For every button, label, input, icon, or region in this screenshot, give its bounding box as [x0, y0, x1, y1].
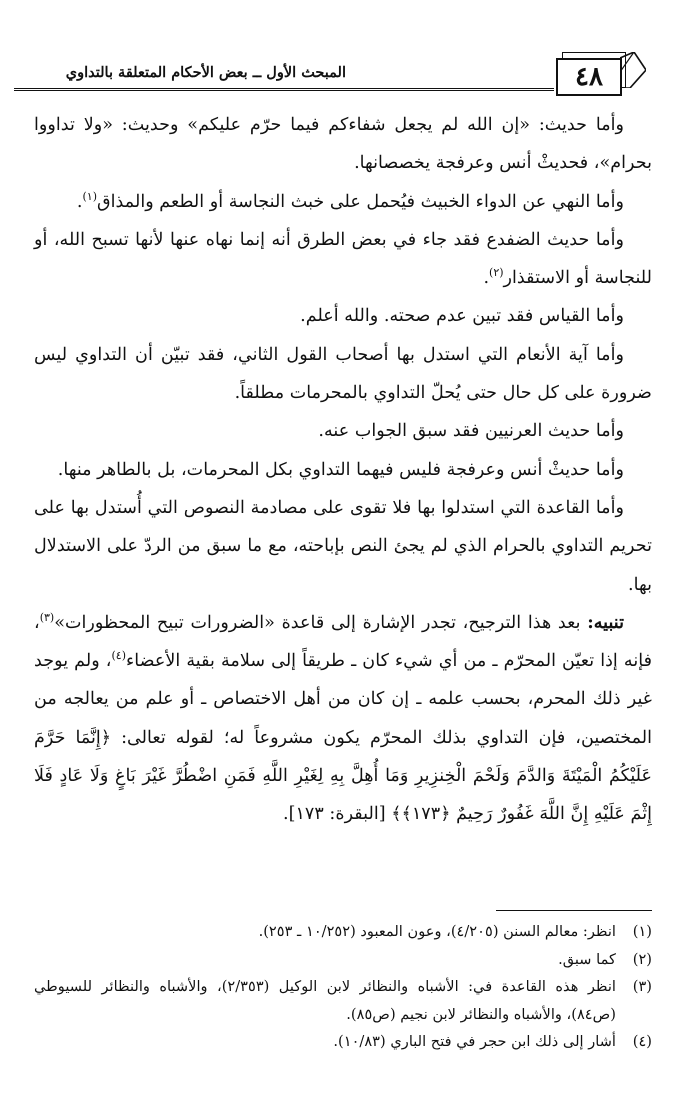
verse-citation: [البقرة: ١٧٣]. [283, 804, 386, 825]
footnote-marker[interactable]: (١) [82, 189, 98, 203]
page-corner-ornament [620, 52, 646, 88]
quran-verse: ﴿إِنَّمَا حَرَّمَ عَلَيْكُمُ الْمَيْتَةَ وَالدَّمَ وَلَحْمَ الْخِنزِيرِ وَمَا أُهِلَّ بِهِ لِغَيْرِ اللَّهِ فَمَنِ اضْطُرَّ غَيْرَ بَاغٍ وَلَا عَادٍ فَلَا إِثْمَ عَلَيْهِ إِنَّ اللَّهَ غَفُورٌ رَحِيمٌ ﴿١٧٣﴾﴾ [34, 727, 652, 825]
paragraph: وأما حديث: «إن الله لم يجعل شفاءكم فيما حرّم عليكم» وحديث: «ولا تداووا بحرام»، فحديثْ أنس وعرفجة يخصصانها. [34, 115, 652, 174]
paragraph: وأما القاعدة التي استدلوا بها فلا تقوى على مصادمة النصوص التي أُستدل بها على تحريم التداوي بالحرام الذي لم يجئ النص بإباحته، مع ما سبق من الردّ على الاستدلال بها. [34, 497, 652, 595]
footnote-text: أشار إلى ذلك ابن حجر في فتح الباري (١٠/٨٣). [333, 1033, 616, 1051]
page-number-box [556, 58, 622, 96]
footnotes [34, 918, 652, 1056]
footnote-number: (٤) [632, 1033, 652, 1051]
paragraph: وأما حديثْ أنس وعرفجة فليس فيهما التداوي بكل المحرمات، بل بالطاهر منها. [57, 459, 624, 480]
paragraph: وأما حديث العرنيين فقد سبق الجواب عنه. [318, 421, 624, 442]
running-title: المبحث الأول ــ بعض الأحكام المتعلقة بالتداوي [65, 64, 346, 81]
footnote-marker[interactable]: (٢) [489, 266, 504, 280]
paragraph: وأما آية الأنعام التي استدل بها أصحاب القول الثاني، فقد تبيّن أن التداوي ليس ضرورة على كل حال حتى يُحلّ التداوي بالمحرمات مطلقاً. [34, 344, 652, 404]
footnote-marker[interactable]: (٣) [39, 611, 55, 624]
header-rule [14, 88, 554, 91]
running-header [14, 52, 626, 96]
main-text [34, 106, 652, 834]
paragraph: وأما النهي عن الدواء الخبيث فيُحمل على خبث النجاسة أو الطعم والمذاق$^{(١)}$. [76, 189, 624, 212]
footnote [34, 973, 652, 1028]
footnote-number: (٣) [632, 978, 652, 996]
page-number: ٤٨ [575, 62, 603, 92]
footnote-number: (١) [632, 923, 652, 940]
footnote-text: انظر: معالم السنن (٤/٢٠٥)، وعون المعبود (١٠/٢٥٢ ـ ٢٥٣). [258, 923, 616, 940]
footnote [34, 946, 652, 974]
footnote-text: كما سبق. [558, 950, 616, 968]
footnote-text: انظر هذه القاعدة في: الأشباه والنظائر لابن الوكيل (٢/٣٥٣)، والأشباه والنظائر للسيوطي (ص٨٤)، والأشباه والنظائر لابن نجيم (ص٨٥). [34, 978, 616, 1023]
footnote-number: (٢) [632, 950, 652, 968]
note-label: تنبيه: [587, 611, 624, 633]
footnote [34, 1028, 652, 1056]
paragraph: وأما حديث الضفدع فقد جاء في بعض الطرق أنه إنما نهاه عنها لأنها تسبح الله، أو للنجاسة أو الاستقذار$^{(٢)}$. [34, 229, 652, 289]
footnote-separator [496, 910, 652, 911]
footnote [34, 918, 652, 946]
paragraph: وأما القياس فقد تبين عدم صحته. والله أعلم. [300, 306, 624, 327]
note-paragraph: تنبيه: بعد هذا الترجيح، تجدر الإشارة إلى قاعدة «الضرورات تبيح المحظورات»$^{(٣)}$، فإنه إذا تعيّن المحرّم ـ من أي شيء كان ـ طريقاً إلى سلامة بقية الأعضاء$^{(٤)}$، ولم يوجد غير ذلك المحرم، بحسب علمه ـ إن كان من أهل الاختصاص ـ أو علم من يعالجه من المختصين، فإن التداوي بذلك المحرّم يكون مشروعاً له؛ لقوله تعالى: ﴿إِنَّمَا حَرَّمَ عَلَيْكُمُ الْمَيْتَةَ وَالدَّمَ وَلَحْمَ الْخِنزِيرِ وَمَا أُهِلَّ بِهِ لِغَيْرِ اللَّهِ فَمَنِ اضْطُرَّ غَيْرَ بَاغٍ وَلَا عَادٍ فَلَا إِثْمَ عَلَيْهِ إِنَّ اللَّهَ غَفُورٌ رَحِيمٌ ﴿١٧٣﴾﴾ [البقرة: ١٧٣]. [34, 611, 652, 825]
footnote-marker[interactable]: (٤) [111, 649, 126, 663]
